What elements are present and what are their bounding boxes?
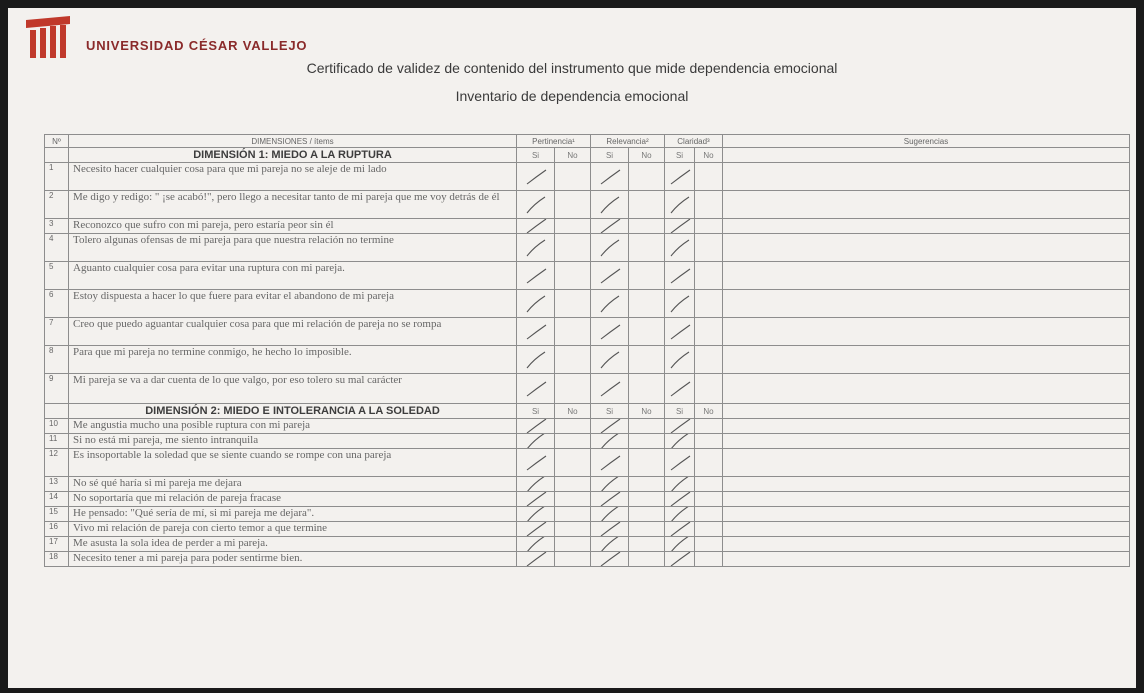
rating-si-cell [591, 163, 629, 191]
checkmark-icon [524, 321, 548, 343]
item-text: Para que mi pareja no termine conmigo, he hecho lo imposible. [69, 346, 517, 374]
rating-si-cell [665, 262, 695, 290]
checkmark-icon [524, 349, 548, 371]
checkmark-icon [598, 194, 622, 216]
rating-no-cell [695, 374, 723, 404]
no-column-label: No [695, 404, 723, 419]
rating-si-cell [517, 374, 555, 404]
suggestions-cell [723, 148, 1130, 163]
rating-no-cell [555, 163, 591, 191]
item-number: 7 [45, 318, 69, 346]
rating-si-cell [591, 492, 629, 507]
checkmark-icon [524, 419, 548, 434]
item-row [45, 552, 1130, 567]
university-logo-icon [22, 14, 74, 62]
checkmark-icon [668, 378, 692, 400]
suggestions-cell [723, 492, 1130, 507]
checkmark-icon [524, 194, 548, 216]
rating-no-cell [695, 492, 723, 507]
rating-si-cell [517, 346, 555, 374]
rating-no-cell [695, 191, 723, 219]
checkmark-icon [598, 349, 622, 371]
checkmark-icon [598, 265, 622, 287]
instrument-title: Inventario de dependencia emocional [455, 88, 689, 104]
suggestions-cell [723, 404, 1130, 419]
item-row [45, 234, 1130, 262]
rating-si-cell [591, 374, 629, 404]
item-row [45, 477, 1130, 492]
rating-no-cell [629, 318, 665, 346]
rating-no-cell [695, 552, 723, 567]
rating-no-cell [695, 163, 723, 191]
item-text: Necesito hacer cualquier cosa para que mi pareja no se aleje de mi lado [69, 163, 517, 191]
dimension-num-cell [45, 404, 69, 419]
rating-no-cell [695, 262, 723, 290]
rating-no-cell [555, 318, 591, 346]
rating-si-cell [517, 434, 555, 449]
checkmark-icon [598, 552, 622, 567]
no-column-label: No [555, 148, 591, 163]
rating-si-cell [517, 191, 555, 219]
suggestions-cell [723, 552, 1130, 567]
checkmark-icon [668, 552, 692, 567]
rating-si-cell [591, 262, 629, 290]
rating-si-cell [591, 537, 629, 552]
suggestions-cell [723, 374, 1130, 404]
rating-si-cell [665, 290, 695, 318]
checkmark-icon [668, 349, 692, 371]
item-text: Mi pareja se va a dar cuenta de lo que valgo, por eso tolero su mal carácter [69, 374, 517, 404]
rating-no-cell [629, 163, 665, 191]
item-row [45, 522, 1130, 537]
rating-si-cell [591, 419, 629, 434]
rating-no-cell [695, 537, 723, 552]
rating-si-cell [517, 318, 555, 346]
suggestions-cell [723, 477, 1130, 492]
rating-no-cell [629, 477, 665, 492]
rating-si-cell [591, 290, 629, 318]
suggestions-cell [723, 419, 1130, 434]
university-name: UNIVERSIDAD CÉSAR VALLEJO [86, 38, 308, 53]
item-text: Me asusta la sola idea de perder a mi pareja. [69, 537, 517, 552]
checkmark-icon [524, 434, 548, 449]
checkmark-icon [598, 434, 622, 449]
rating-no-cell [555, 449, 591, 477]
suggestions-cell [723, 537, 1130, 552]
rating-no-cell [629, 434, 665, 449]
rating-no-cell [555, 419, 591, 434]
rating-no-cell [695, 219, 723, 234]
item-text: Tolero algunas ofensas de mi pareja para que nuestra relación no termine [69, 234, 517, 262]
checkmark-icon [668, 419, 692, 434]
item-number: 10 [45, 419, 69, 434]
header-sugerencias: Sugerencias [723, 135, 1130, 148]
item-row [45, 507, 1130, 522]
checkmark-icon [668, 237, 692, 259]
rating-si-cell [665, 234, 695, 262]
checkmark-icon [668, 434, 692, 449]
item-number: 17 [45, 537, 69, 552]
rating-si-cell [665, 346, 695, 374]
yes-column-label: Si [591, 404, 629, 419]
rating-no-cell [555, 522, 591, 537]
checkmark-icon [668, 194, 692, 216]
validation-table [44, 134, 1130, 567]
checkmark-icon [524, 522, 548, 537]
rating-no-cell [695, 507, 723, 522]
checkmark-icon [668, 293, 692, 315]
suggestions-cell [723, 318, 1130, 346]
rating-si-cell [591, 219, 629, 234]
item-number: 5 [45, 262, 69, 290]
suggestions-cell [723, 434, 1130, 449]
table-header-row [45, 135, 1130, 148]
checkmark-icon [598, 219, 622, 234]
checkmark-icon [598, 477, 622, 492]
rating-no-cell [629, 346, 665, 374]
rating-si-cell [665, 537, 695, 552]
rating-si-cell [665, 492, 695, 507]
rating-si-cell [665, 419, 695, 434]
item-number: 2 [45, 191, 69, 219]
rating-si-cell [517, 537, 555, 552]
checkmark-icon [668, 452, 692, 474]
item-number: 12 [45, 449, 69, 477]
checkmark-icon [524, 166, 548, 188]
rating-no-cell [555, 477, 591, 492]
rating-si-cell [517, 552, 555, 567]
item-row [45, 290, 1130, 318]
checkmark-icon [598, 237, 622, 259]
rating-no-cell [629, 191, 665, 219]
checkmark-icon [524, 477, 548, 492]
rating-si-cell [591, 318, 629, 346]
checkmark-icon [598, 507, 622, 522]
rating-si-cell [591, 346, 629, 374]
rating-no-cell [629, 374, 665, 404]
rating-no-cell [555, 219, 591, 234]
rating-si-cell [591, 191, 629, 219]
item-number: 9 [45, 374, 69, 404]
dimension-row [45, 404, 1130, 419]
no-column-label: No [555, 404, 591, 419]
rating-no-cell [629, 290, 665, 318]
rating-no-cell [629, 262, 665, 290]
yes-column-label: Si [665, 404, 695, 419]
rating-si-cell [665, 163, 695, 191]
rating-si-cell [591, 477, 629, 492]
checkmark-icon [524, 492, 548, 507]
rating-no-cell [629, 507, 665, 522]
item-text: Me digo y redigo: " ¡se acabó!", pero llego a necesitar tanto de mi pareja que me voy detrás de él [69, 191, 517, 219]
checkmark-icon [524, 507, 548, 522]
suggestions-cell [723, 219, 1130, 234]
rating-si-cell [665, 522, 695, 537]
item-text: Me angustia mucho una posible ruptura con mi pareja [69, 419, 517, 434]
rating-no-cell [555, 191, 591, 219]
dimension-title: DIMENSIÓN 2: MIEDO E INTOLERANCIA A LA SOLEDAD [69, 404, 517, 419]
suggestions-cell [723, 234, 1130, 262]
no-column-label: No [629, 404, 665, 419]
yes-column-label: Si [591, 148, 629, 163]
item-text: Reconozco que sufro con mi pareja, pero estaría peor sin él [69, 219, 517, 234]
suggestions-cell [723, 191, 1130, 219]
rating-si-cell [665, 477, 695, 492]
checkmark-icon [598, 321, 622, 343]
item-text: No soportaría que mi relación de pareja fracase [69, 492, 517, 507]
rating-no-cell [695, 346, 723, 374]
item-text: Estoy dispuesta a hacer lo que fuere para evitar el abandono de mi pareja [69, 290, 517, 318]
checkmark-icon [668, 477, 692, 492]
item-number: 15 [45, 507, 69, 522]
checkmark-icon [598, 452, 622, 474]
rating-si-cell [517, 477, 555, 492]
item-number: 14 [45, 492, 69, 507]
item-row [45, 318, 1130, 346]
checkmark-icon [598, 378, 622, 400]
suggestions-cell [723, 346, 1130, 374]
checkmark-icon [524, 219, 548, 234]
rating-no-cell [629, 449, 665, 477]
rating-no-cell [555, 346, 591, 374]
rating-no-cell [629, 419, 665, 434]
item-number: 6 [45, 290, 69, 318]
rating-no-cell [555, 492, 591, 507]
checkmark-icon [524, 293, 548, 315]
item-number: 13 [45, 477, 69, 492]
rating-no-cell [695, 477, 723, 492]
item-number: 8 [45, 346, 69, 374]
checkmark-icon [524, 552, 548, 567]
item-row [45, 434, 1130, 449]
checkmark-icon [524, 265, 548, 287]
checkmark-icon [668, 321, 692, 343]
rating-si-cell [517, 419, 555, 434]
dimension-num-cell [45, 148, 69, 163]
item-number: 1 [45, 163, 69, 191]
suggestions-cell [723, 522, 1130, 537]
item-text: Es insoportable la soledad que se siente cuando se rompe con una pareja [69, 449, 517, 477]
checkmark-icon [668, 507, 692, 522]
checkmark-icon [598, 522, 622, 537]
item-number: 16 [45, 522, 69, 537]
header-relevancia: Relevancia² [591, 135, 665, 148]
rating-no-cell [629, 552, 665, 567]
rating-no-cell [695, 449, 723, 477]
suggestions-cell [723, 449, 1130, 477]
checkmark-icon [524, 537, 548, 552]
item-text: He pensado: "Qué sería de mí, si mi pareja me dejara". [69, 507, 517, 522]
rating-si-cell [517, 449, 555, 477]
rating-si-cell [517, 290, 555, 318]
header-items: DIMENSIONES / ítems [69, 135, 517, 148]
rating-si-cell [591, 507, 629, 522]
checkmark-icon [598, 293, 622, 315]
item-text: Necesito tener a mi pareja para poder sentirme bien. [69, 552, 517, 567]
rating-si-cell [665, 507, 695, 522]
item-text: Creo que puedo aguantar cualquier cosa para que mi relación de pareja no se rompa [69, 318, 517, 346]
checkmark-icon [668, 492, 692, 507]
item-row [45, 537, 1130, 552]
rating-no-cell [555, 374, 591, 404]
rating-no-cell [555, 262, 591, 290]
yes-column-label: Si [665, 148, 695, 163]
certificate-sheet [8, 8, 1136, 688]
checkmark-icon [598, 537, 622, 552]
rating-si-cell [665, 318, 695, 346]
rating-si-cell [517, 219, 555, 234]
rating-si-cell [591, 449, 629, 477]
dimension-title: DIMENSIÓN 1: MIEDO A LA RUPTURA [69, 148, 517, 163]
rating-no-cell [695, 290, 723, 318]
yes-column-label: Si [517, 148, 555, 163]
rating-si-cell [591, 522, 629, 537]
suggestions-cell [723, 290, 1130, 318]
item-row [45, 346, 1130, 374]
item-row [45, 374, 1130, 404]
rating-si-cell [665, 219, 695, 234]
rating-si-cell [517, 492, 555, 507]
item-number: 4 [45, 234, 69, 262]
no-column-label: No [629, 148, 665, 163]
rating-no-cell [555, 434, 591, 449]
item-text: No sé qué haría si mi pareja me dejara [69, 477, 517, 492]
checkmark-icon [668, 219, 692, 234]
rating-no-cell [555, 537, 591, 552]
rating-no-cell [695, 434, 723, 449]
rating-si-cell [665, 449, 695, 477]
item-number: 18 [45, 552, 69, 567]
checkmark-icon [524, 378, 548, 400]
rating-no-cell [629, 537, 665, 552]
header-num: Nº [45, 135, 69, 148]
rating-si-cell [665, 552, 695, 567]
checkmark-icon [598, 419, 622, 434]
rating-si-cell [517, 522, 555, 537]
rating-si-cell [517, 163, 555, 191]
suggestions-cell [723, 507, 1130, 522]
no-column-label: No [695, 148, 723, 163]
rating-no-cell [555, 552, 591, 567]
checkmark-icon [668, 265, 692, 287]
rating-si-cell [591, 552, 629, 567]
rating-no-cell [629, 492, 665, 507]
checkmark-icon [598, 166, 622, 188]
suggestions-cell [723, 262, 1130, 290]
header-claridad: Claridad³ [665, 135, 723, 148]
checkmark-icon [598, 492, 622, 507]
checkmark-icon [524, 237, 548, 259]
checkmark-icon [668, 166, 692, 188]
rating-no-cell [629, 219, 665, 234]
item-number: 11 [45, 434, 69, 449]
item-row [45, 419, 1130, 434]
rating-si-cell [591, 234, 629, 262]
item-number: 3 [45, 219, 69, 234]
checkmark-icon [524, 452, 548, 474]
item-row [45, 163, 1130, 191]
rating-si-cell [517, 262, 555, 290]
rating-si-cell [665, 434, 695, 449]
rating-si-cell [665, 191, 695, 219]
rating-si-cell [517, 507, 555, 522]
item-text: Si no está mi pareja, me siento intranquila [69, 434, 517, 449]
rating-no-cell [629, 522, 665, 537]
item-row [45, 262, 1130, 290]
item-row [45, 191, 1130, 219]
rating-no-cell [555, 290, 591, 318]
item-row [45, 219, 1130, 234]
rating-si-cell [591, 434, 629, 449]
document-title: Certificado de validez de contenido del instrumento que mide dependencia emocional [306, 60, 838, 76]
checkmark-icon [668, 522, 692, 537]
item-row [45, 449, 1130, 477]
rating-si-cell [517, 234, 555, 262]
checkmark-icon [668, 537, 692, 552]
rating-no-cell [695, 419, 723, 434]
rating-no-cell [555, 234, 591, 262]
item-text: Aguanto cualquier cosa para evitar una ruptura con mi pareja. [69, 262, 517, 290]
rating-no-cell [695, 522, 723, 537]
rating-si-cell [665, 374, 695, 404]
item-text: Vivo mi relación de pareja con cierto temor a que termine [69, 522, 517, 537]
dimension-row [45, 148, 1130, 163]
rating-no-cell [555, 507, 591, 522]
rating-no-cell [695, 318, 723, 346]
yes-column-label: Si [517, 404, 555, 419]
rating-no-cell [695, 234, 723, 262]
rating-no-cell [629, 234, 665, 262]
item-row [45, 492, 1130, 507]
suggestions-cell [723, 163, 1130, 191]
header-pertinencia: Pertinencia¹ [517, 135, 591, 148]
